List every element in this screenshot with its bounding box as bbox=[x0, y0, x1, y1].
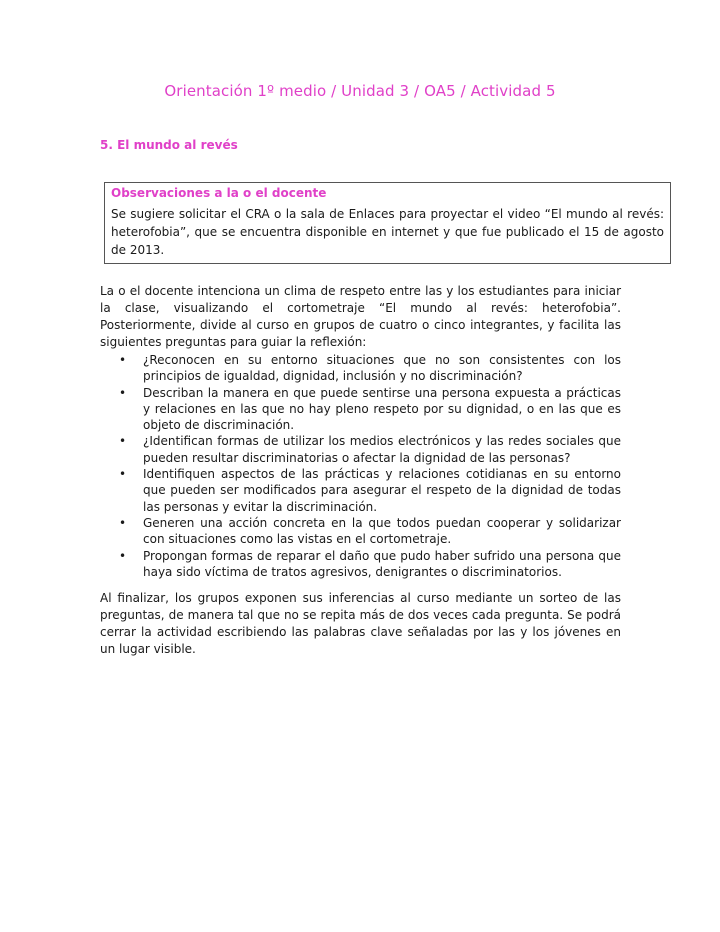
list-item bbox=[100, 466, 621, 515]
question-text: Propongan formas de reparar el daño que pudo haber sufrido una persona que haya sido víctima de tratos agresivos, denigrantes o discriminatorios. bbox=[143, 548, 621, 579]
bullet-icon: • bbox=[119, 353, 127, 367]
observations-title: Observaciones a la o el docente bbox=[111, 186, 327, 200]
list-item bbox=[100, 515, 621, 548]
observations-box bbox=[104, 182, 671, 264]
questions-list bbox=[100, 352, 621, 580]
question-text: Generen una acción concreta en la que todos puedan cooperar y solidarizar con situaciones como las vistas en el cortometraje. bbox=[143, 515, 621, 547]
question-text: ¿Identifican formas de utilizar los medios electrónicos y las redes sociales que pueden resultar discriminatorias o afectar la dignidad de las personas? bbox=[143, 434, 621, 465]
page-header: Orientación 1º medio / Unidad 3 / OA5 / Actividad 5 bbox=[164, 82, 556, 100]
observations-text: Se sugiere solicitar el CRA o la sala de Enlaces para proyectar el video “El mundo al revés: heterofobia”, que se encuentra disponible en internet y que fue publicado el 15 de agosto de 2013. bbox=[111, 207, 664, 257]
question-text: ¿Reconocen en su entorno situaciones que no son consistentes con los principios de igualdad, dignidad, inclusión y no discriminación? bbox=[143, 353, 621, 384]
question-text: Describan la manera en que puede sentirse una persona expuesta a prácticas y relaciones en las que no hay pleno respeto por su dignidad, o en las que es objeto de discriminación. bbox=[143, 385, 621, 433]
bullet-icon: • bbox=[119, 385, 127, 400]
question-text: Identifiquen aspectos de las prácticas y relaciones cotidianas en su entorno que pueden ser modificados para asegurar el respeto de la dignidad de todas las personas y evitar la discriminación. bbox=[143, 467, 621, 514]
intro-paragraph: La o el docente intenciona un clima de respeto entre las y los estudiantes para iniciar la clase, visualizando el cortometraje “El mundo al revés: heterofobia”. Posteriormente, divide al curso en grupos de cuatro o cinco integrantes, y facilita las siguientes preguntas para guiar la reflexión: bbox=[100, 284, 621, 349]
list-item bbox=[100, 352, 621, 385]
bullet-icon: • bbox=[119, 515, 127, 530]
list-item bbox=[100, 385, 621, 434]
list-item bbox=[100, 548, 621, 581]
bullet-icon: • bbox=[119, 467, 127, 482]
section-title: 5. El mundo al revés bbox=[100, 138, 238, 152]
bullet-icon: • bbox=[119, 548, 127, 563]
closing-paragraph: Al finalizar, los grupos exponen sus inferencias al curso mediante un sorteo de las preguntas, de manera tal que no se repita más de dos veces cada pregunta. Se podrá cerrar la actividad escribiendo las palabras clave señaladas por las y los jóvenes en un lugar visible. bbox=[100, 591, 621, 656]
bullet-icon: • bbox=[119, 434, 127, 449]
list-item bbox=[100, 433, 621, 466]
